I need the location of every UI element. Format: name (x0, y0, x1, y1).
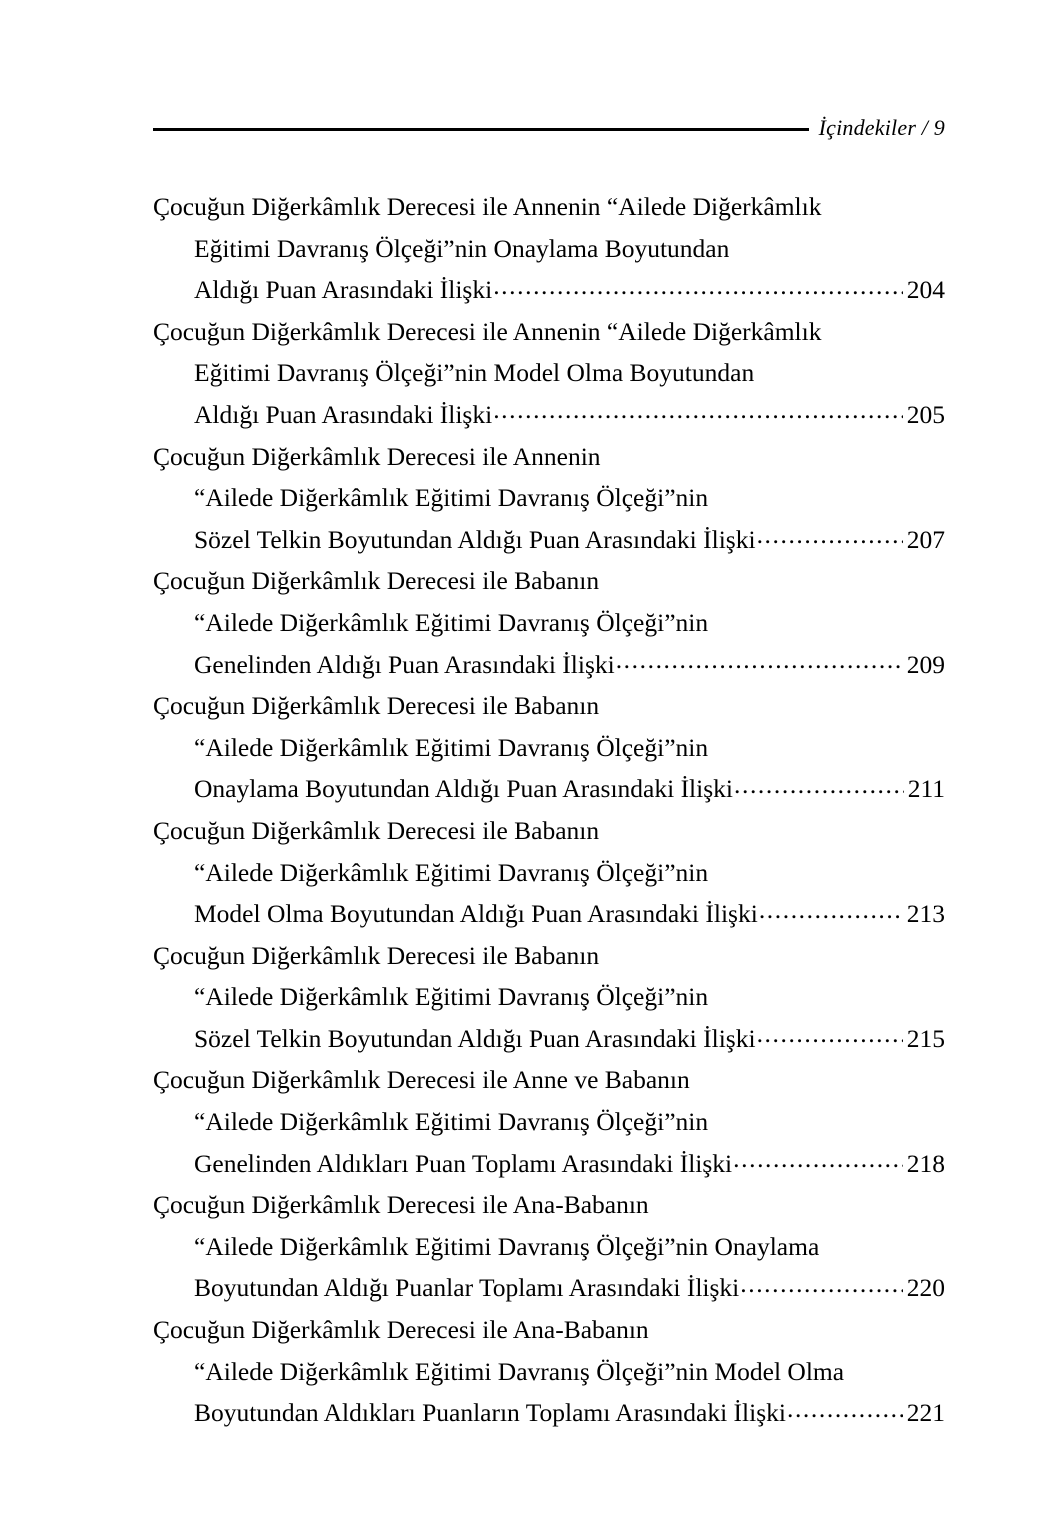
dot-leader (759, 897, 903, 923)
toc-entry-text: “Ailede Diğerkâmlık Eğitimi Davranış Ölçeği”nin Onaylama (194, 1231, 820, 1261)
toc-page-number[interactable]: 221 (906, 1398, 945, 1428)
toc-entry-text: Sözel Telkin Boyutundan Aldığı Puan Arasındaki İlişki (194, 1023, 756, 1053)
toc-entry-line (153, 810, 945, 852)
toc-page-number[interactable]: 213 (906, 899, 945, 929)
toc-entry-line (153, 685, 945, 727)
toc-entry-last-line (153, 644, 945, 686)
toc-entry-text: Çocuğun Diğerkâmlık Derecesi ile Annenin “Ailede Diğerkâmlık (153, 192, 822, 221)
toc-entry-last-line (153, 1267, 945, 1309)
toc-entry-line (153, 1226, 945, 1268)
toc-entry[interactable] (153, 1309, 945, 1434)
table-of-contents (153, 186, 945, 1434)
toc-entry-line (153, 935, 945, 977)
toc-entry-line (153, 1309, 945, 1351)
toc-entry-last-line (153, 1392, 945, 1434)
toc-page-number[interactable]: 220 (906, 1273, 945, 1303)
toc-entry-last-line (153, 519, 945, 561)
toc-page-number[interactable]: 209 (906, 649, 945, 679)
dot-leader (733, 1146, 903, 1172)
toc-entry-line (153, 228, 945, 270)
dot-leader (493, 397, 903, 423)
toc-entry[interactable] (153, 1184, 945, 1309)
toc-entry-text: Aldığı Puan Arasındaki İlişki (194, 399, 493, 429)
toc-page-number[interactable]: 207 (906, 524, 945, 554)
toc-entry-text: Sözel Telkin Boyutundan Aldığı Puan Arasındaki İlişki (194, 524, 756, 554)
toc-entry-last-line (153, 1143, 945, 1185)
toc-entry-text: “Ailede Diğerkâmlık Eğitimi Davranış Ölçeği”nin (194, 982, 709, 1012)
toc-entry-text: Çocuğun Diğerkâmlık Derecesi ile Annenin “Ailede Diğerkâmlık (153, 316, 822, 346)
toc-page-number[interactable]: 211 (907, 774, 945, 804)
toc-entry[interactable] (153, 685, 945, 810)
toc-entry[interactable] (153, 1059, 945, 1184)
toc-entry-text: “Ailede Diğerkâmlık Eğitimi Davranış Ölçeği”nin (194, 732, 709, 762)
dot-leader (493, 273, 903, 299)
toc-entry-text: “Ailede Diğerkâmlık Eğitimi Davranış Ölçeği”nin Model Olma (194, 1356, 845, 1386)
toc-entry-text: Boyutundan Aldıkları Puanların Toplamı Arasındaki İlişki (194, 1398, 786, 1428)
header-rule-icon (153, 128, 809, 131)
toc-entry[interactable] (153, 560, 945, 685)
toc-entry-text: Çocuğun Diğerkâmlık Derecesi ile Babanın (153, 691, 600, 721)
toc-entry-line (153, 1184, 945, 1226)
toc-entry[interactable] (153, 935, 945, 1060)
toc-entry-line (153, 436, 945, 478)
dot-leader (757, 522, 903, 548)
toc-page-number[interactable]: 218 (906, 1148, 945, 1178)
toc-entry-text: Çocuğun Diğerkâmlık Derecesi ile Anne ve Babanın (153, 1065, 690, 1095)
toc-entry-line (153, 311, 945, 353)
toc-entry-text: Çocuğun Diğerkâmlık Derecesi ile Babanın (153, 940, 600, 970)
dot-leader (757, 1021, 903, 1047)
toc-entry-line (153, 352, 945, 394)
toc-entry-text: Boyutundan Aldığı Puanlar Toplamı Arasındaki İlişki (194, 1273, 740, 1303)
toc-entry-text: Model Olma Boyutundan Aldığı Puan Arasındaki İlişki (194, 899, 758, 929)
toc-entry-text: Onaylama Boyutundan Aldığı Puan Arasındaki İlişki (194, 774, 733, 804)
toc-entry-line (153, 477, 945, 519)
toc-entry-text: Çocuğun Diğerkâmlık Derecesi ile Annenin (153, 441, 601, 471)
toc-entry-text: Genelinden Aldığı Puan Arasındaki İlişki (194, 649, 615, 679)
toc-entry-line (153, 186, 945, 228)
toc-entry[interactable] (153, 810, 945, 935)
toc-entry-text: “Ailede Diğerkâmlık Eğitimi Davranış Ölçeği”nin (194, 607, 709, 637)
toc-entry[interactable] (153, 186, 945, 311)
toc-entry-line (153, 1059, 945, 1101)
toc-entry-text: Genelinden Aldıkları Puan Toplamı Arasındaki İlişki (194, 1148, 733, 1178)
toc-entry-text: Çocuğun Diğerkâmlık Derecesi ile Babanın (153, 815, 600, 845)
dot-leader (740, 1271, 903, 1297)
toc-entry[interactable] (153, 436, 945, 561)
toc-entry[interactable] (153, 311, 945, 436)
toc-entry-last-line (153, 768, 945, 810)
toc-page-number[interactable]: 204 (906, 275, 945, 305)
toc-entry-last-line (153, 394, 945, 436)
toc-entry-last-line (153, 893, 945, 935)
toc-entry-text: “Ailede Diğerkâmlık Eğitimi Davranış Ölçeği”nin (194, 857, 709, 887)
dot-leader (616, 647, 903, 673)
toc-entry-text: Aldığı Puan Arasındaki İlişki (194, 275, 493, 305)
dot-leader (734, 772, 904, 798)
toc-entry-line (153, 560, 945, 602)
toc-entry-line (153, 727, 945, 769)
toc-entry-line (153, 852, 945, 894)
running-header (153, 108, 945, 148)
toc-entry-text: Eğitimi Davranış Ölçeği”nin Model Olma Boyutundan (194, 358, 755, 388)
toc-entry-line (153, 976, 945, 1018)
toc-entry-text: Çocuğun Diğerkâmlık Derecesi ile Ana-Babanın (153, 1315, 649, 1345)
toc-entry-last-line (153, 1018, 945, 1060)
running-header-label: İçindekiler / 9 (818, 115, 945, 140)
toc-entry-text: “Ailede Diğerkâmlık Eğitimi Davranış Ölçeği”nin (194, 1107, 709, 1137)
toc-entry-last-line (153, 269, 945, 311)
toc-entry-line (153, 1101, 945, 1143)
toc-page-number[interactable]: 215 (906, 1023, 945, 1053)
toc-entry-text: Çocuğun Diğerkâmlık Derecesi ile Ana-Babanın (153, 1190, 649, 1220)
toc-entry-line (153, 1351, 945, 1393)
toc-entry-line (153, 602, 945, 644)
toc-entry-text: Çocuğun Diğerkâmlık Derecesi ile Babanın (153, 566, 600, 596)
toc-entry-text: Eğitimi Davranış Ölçeği”nin Onaylama Boyutundan (194, 233, 730, 263)
toc-page-number[interactable]: 205 (906, 399, 945, 429)
dot-leader (787, 1396, 903, 1422)
toc-entry-text: “Ailede Diğerkâmlık Eğitimi Davranış Ölçeği”nin (194, 483, 709, 513)
